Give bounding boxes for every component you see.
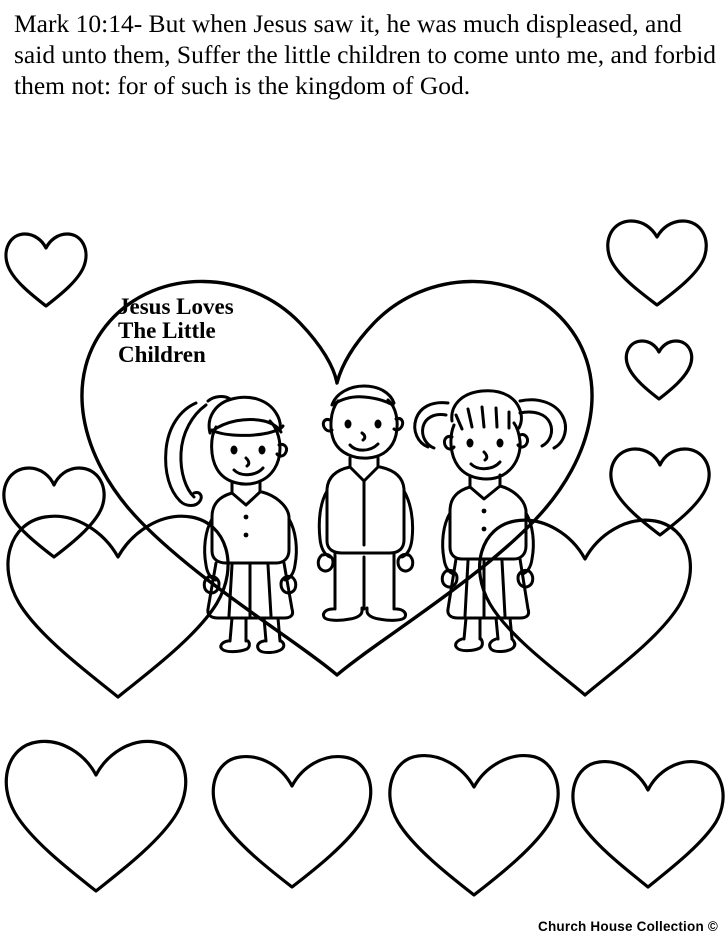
heart-title-line-2: The Little [118,318,216,343]
small-heart-bottom-row-3 [390,756,558,895]
figure-boy [318,386,413,620]
small-heart-bottom-right-large [480,520,691,695]
small-heart-bottom-row-4 [573,762,723,887]
coloring-artwork [0,205,728,905]
scripture-verse: Mark 10:14- But when Jesus saw it, he was much displeased, and said unto them, Suffer the little children to come unto me, and forbid them not: for of such is the kingdom of God. [14,9,717,100]
footer-credit: Church House Collection © [538,919,718,934]
small-heart-bottom-row-1 [6,741,185,891]
small-heart-bottom-row-2 [213,757,370,887]
small-heart-left-middle [4,468,104,557]
small-heart-bottom-left-large [8,516,228,697]
small-heart-right-upper [626,341,691,399]
heart-title-line-1: Jesus Loves [118,294,234,319]
heart-title-line-3: Children [118,342,206,367]
figure-girl-pigtails [415,391,566,652]
heart-title [118,295,348,367]
small-heart-top-left [6,234,86,306]
figure-girl-ponytail [166,397,297,653]
small-heart-top-right [608,221,706,305]
